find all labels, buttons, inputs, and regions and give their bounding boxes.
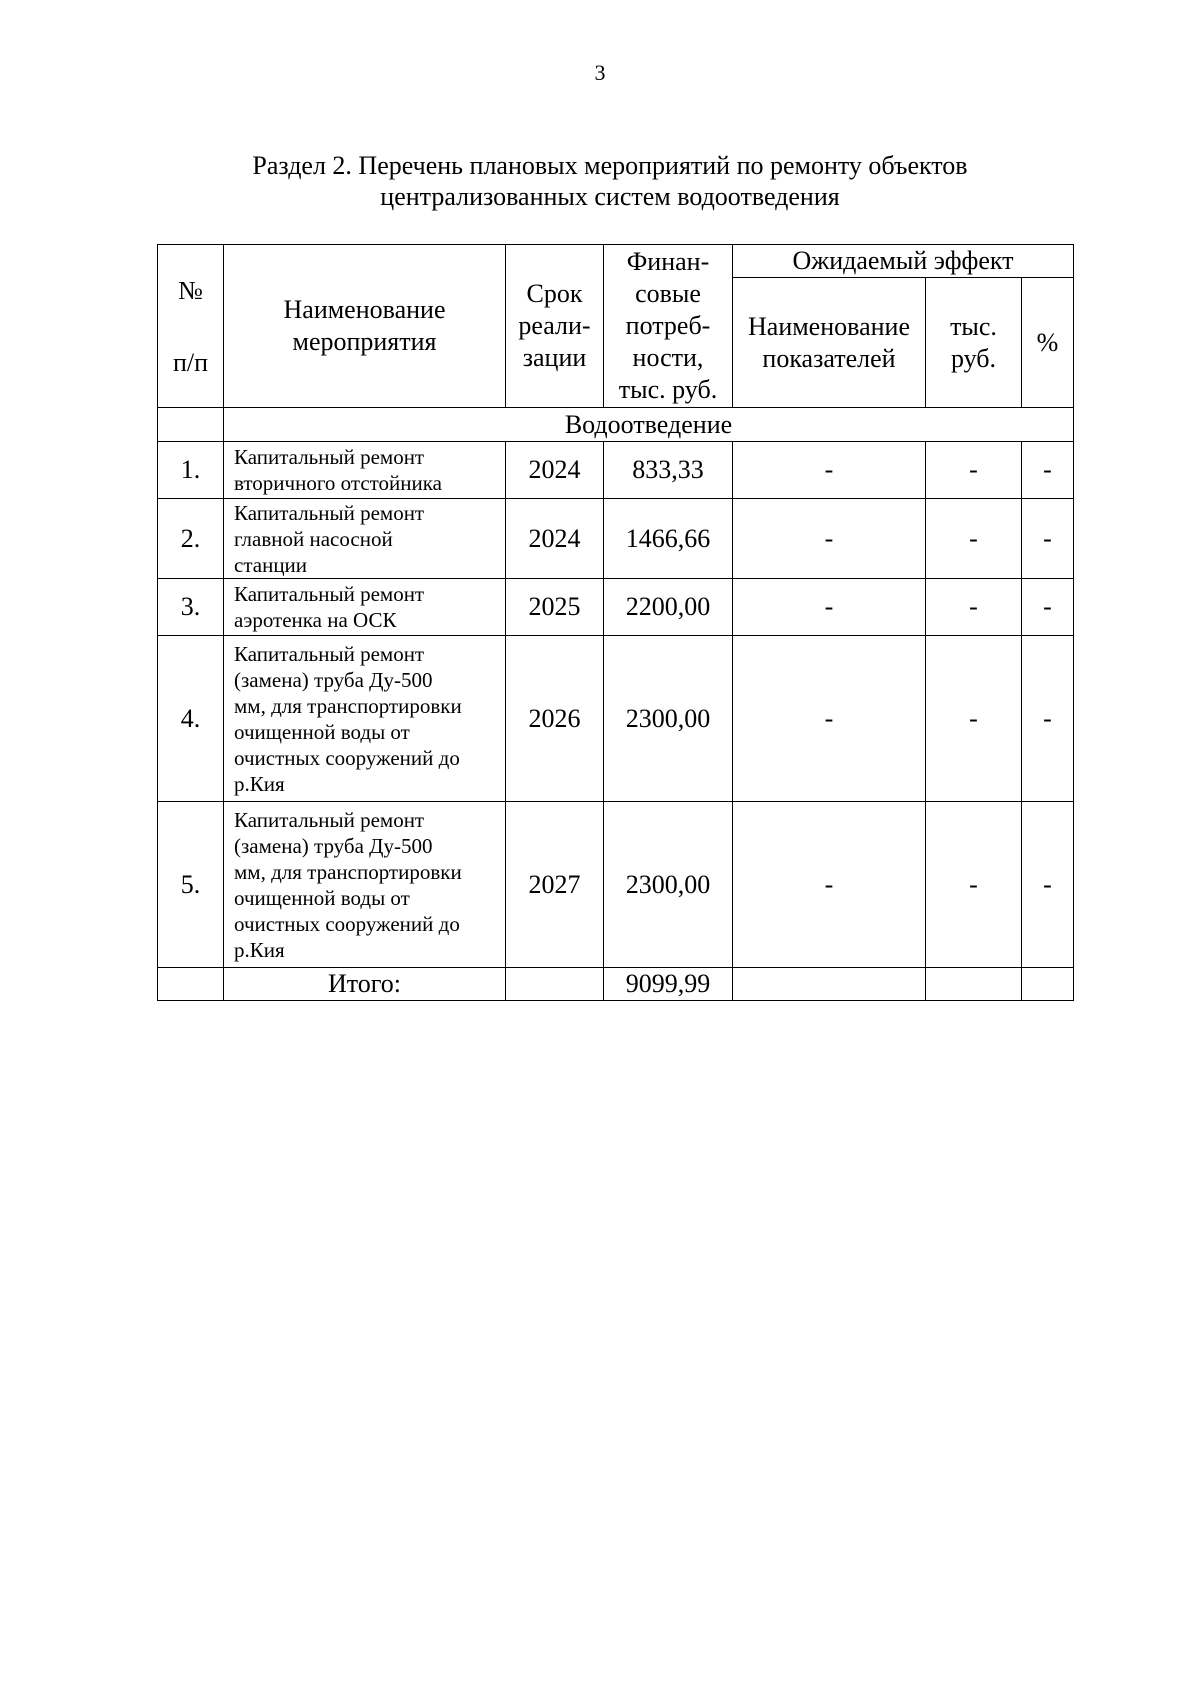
total-empty-cell (158, 968, 224, 1001)
row-name (224, 802, 506, 968)
measures-table (157, 244, 1074, 1001)
row-name-line: р.Кия (234, 937, 285, 962)
row-name-line: главной насосной (234, 526, 393, 551)
row-name (224, 579, 506, 636)
row-thousand: - (926, 499, 1022, 579)
section-label: Водоотведение (224, 408, 1074, 442)
row-finance: 2300,00 (604, 636, 733, 802)
row-name-line: вторичного отстойника (234, 471, 442, 495)
total-finance: 9099,99 (604, 968, 733, 1001)
header-name: Наименование мероприятия (224, 245, 506, 408)
row-indicator: - (733, 579, 926, 636)
header-term: Срок реали- зации (506, 245, 604, 408)
row-percent: - (1022, 442, 1074, 499)
header-thousand: тыс. руб. (926, 278, 1022, 408)
row-number: 1. (158, 442, 224, 499)
row-percent: - (1022, 579, 1074, 636)
section-row (158, 408, 1074, 442)
row-name-line: Капитальный ремонт (234, 807, 425, 832)
number-sub: п/п (172, 348, 209, 377)
row-name-line: (замена) труба Ду-500 (234, 667, 433, 692)
table-row (158, 442, 1074, 499)
row-indicator: - (733, 442, 926, 499)
row-name-line: очистных сооружений до (234, 745, 460, 770)
number-sign: № (178, 276, 203, 305)
table-row (158, 579, 1074, 636)
page-number: 3 (594, 60, 606, 85)
table-row (158, 499, 1074, 579)
row-name-line: Капитальный ремонт (234, 641, 425, 666)
row-number: 2. (158, 499, 224, 579)
row-name-line: Капитальный ремонт (234, 445, 425, 469)
row-number: 4. (158, 636, 224, 802)
header-finance: Финан- совые потреб- ности, тыс. руб. (604, 245, 733, 408)
row-name-line: р.Кия (234, 771, 285, 796)
row-name-line: очищенной воды от (234, 885, 410, 910)
total-empty-cell (1022, 968, 1074, 1001)
row-finance: 2200,00 (604, 579, 733, 636)
row-year: 2026 (506, 636, 604, 802)
row-finance: 2300,00 (604, 802, 733, 968)
title-line-1: Раздел 2. Перечень плановых мероприятий по ремонту объектов (252, 151, 968, 180)
row-name-line: станции (234, 552, 308, 577)
row-finance: 833,33 (604, 442, 733, 499)
section-empty-cell (158, 408, 224, 442)
row-percent: - (1022, 636, 1074, 802)
row-year: 2024 (506, 442, 604, 499)
row-name-line: (замена) труба Ду-500 (234, 833, 433, 858)
row-number: 5. (158, 802, 224, 968)
row-number: 3. (158, 579, 224, 636)
header-indicator: Наименование показателей (733, 278, 926, 408)
row-name-line: мм, для транспортировки (234, 859, 462, 884)
header-number (158, 245, 224, 408)
row-indicator: - (733, 802, 926, 968)
row-name-line: очищенной воды от (234, 719, 410, 744)
total-empty-cell (926, 968, 1022, 1001)
header-effect: Ожидаемый эффект (733, 245, 1074, 278)
data-rows (158, 442, 1074, 968)
total-row (158, 968, 1074, 1001)
row-name-line: Капитальный ремонт (234, 582, 425, 606)
row-thousand: - (926, 636, 1022, 802)
row-year: 2025 (506, 579, 604, 636)
title-line-2: централизованных систем водоотведения (380, 182, 840, 211)
row-name (224, 499, 506, 579)
row-indicator: - (733, 499, 926, 579)
document-title (160, 150, 1060, 212)
row-thousand: - (926, 579, 1022, 636)
row-name (224, 442, 506, 499)
row-percent: - (1022, 802, 1074, 968)
row-thousand: - (926, 442, 1022, 499)
row-year: 2027 (506, 802, 604, 968)
row-name-line: Капитальный ремонт (234, 500, 425, 525)
row-year: 2024 (506, 499, 604, 579)
table-row (158, 802, 1074, 968)
row-indicator: - (733, 636, 926, 802)
row-name (224, 636, 506, 802)
total-empty-cell (506, 968, 604, 1001)
row-name-line: мм, для транспортировки (234, 693, 462, 718)
row-percent: - (1022, 499, 1074, 579)
total-empty-cell (733, 968, 926, 1001)
total-label: Итого: (224, 968, 506, 1001)
row-name-line: очистных сооружений до (234, 911, 460, 936)
row-name-line: аэротенка на ОСК (234, 608, 397, 632)
header-row-1 (158, 245, 1074, 278)
row-finance: 1466,66 (604, 499, 733, 579)
table-row (158, 636, 1074, 802)
header-percent: % (1022, 278, 1074, 408)
row-thousand: - (926, 802, 1022, 968)
